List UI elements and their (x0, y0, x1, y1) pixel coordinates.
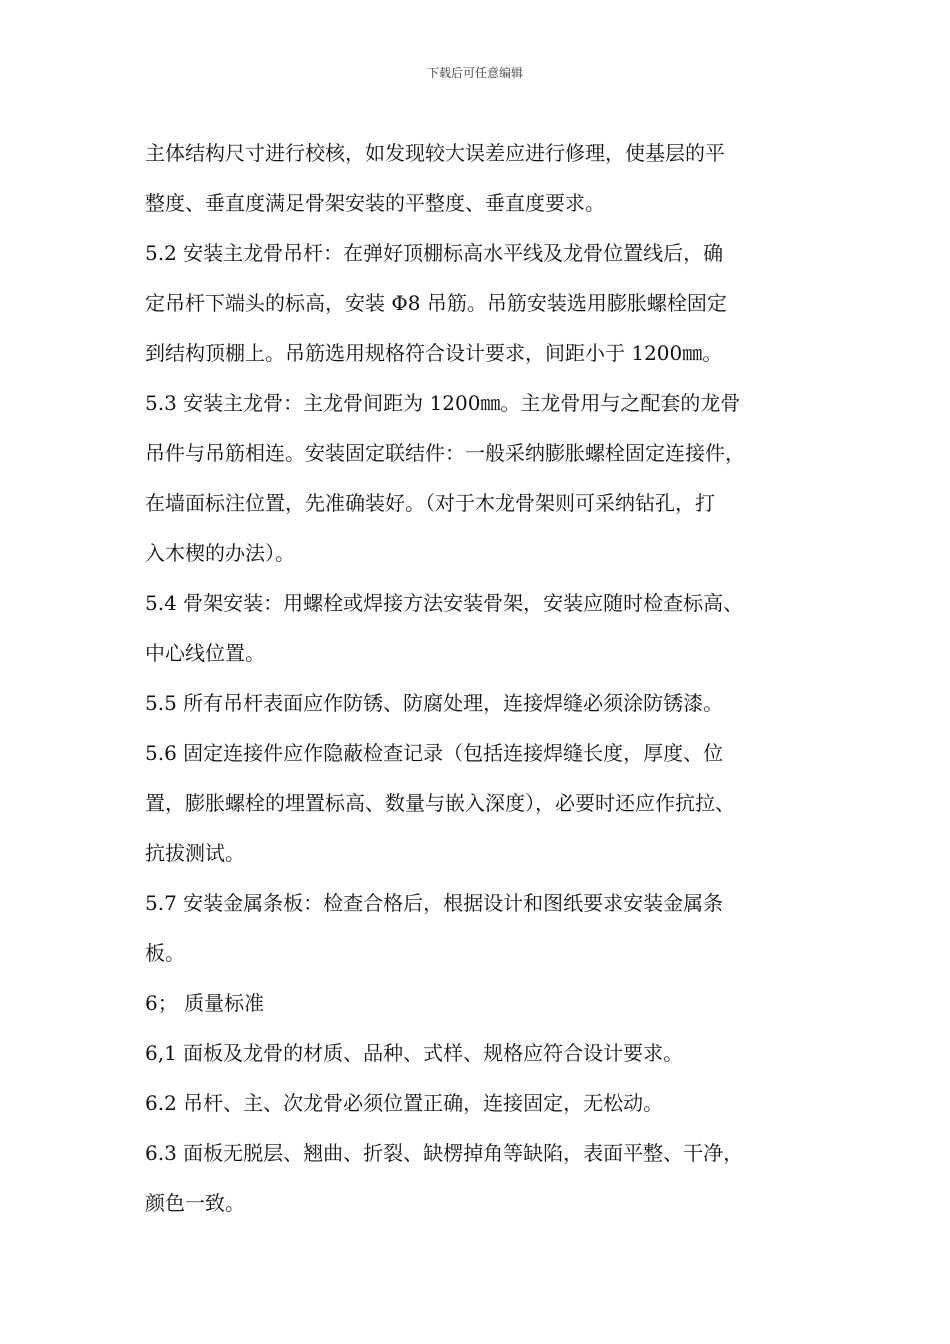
text-line: 吊件与吊筋相连。安装固定联结件：一般采纳膨胀螺栓固定连接件， (145, 441, 745, 465)
text-line: 置，膨胀螺栓的埋置标高、数量与嵌入深度），必要时还应作抗拉、 (145, 791, 735, 815)
text-line: 6,1 面板及龙骨的材质、品种、式样、规格应符合设计要求。 (145, 1041, 684, 1065)
text-line: 5.4 骨架安装：用螺栓或焊接方法安装骨架，安装应随时检查标高、 (145, 591, 744, 615)
text-line: 在墙面标注位置，先准确装好。（对于木龙骨架则可采纳钻孔，打 (145, 491, 715, 515)
section-heading: 6； 质量标准 (145, 991, 265, 1015)
text-line: 入木楔的办法）。 (145, 541, 295, 565)
text-line: 定吊杆下端头的标高，安装 Φ8 吊筋。吊筋安装选用膨胀螺栓固定 (145, 291, 727, 315)
text-line: 5.5 所有吊杆表面应作防锈、防腐处理，连接焊缝必须涂防锈漆。 (145, 691, 724, 715)
text-line: 5.7 安装金属条板：检查合格后，根据设计和图纸要求安装金属条 (145, 891, 724, 915)
text-line: 颜色一致。 (145, 1191, 245, 1215)
text-line: 到结构顶棚上。吊筋选用规格符合设计要求，间距小于 1200㎜。 (145, 341, 723, 365)
text-line: 6.2 吊杆、主、次龙骨必须位置正确，连接固定，无松动。 (145, 1091, 664, 1115)
text-line: 主体结构尺寸进行校核，如发现较大误差应进行修理，使基层的平 (145, 141, 725, 165)
text-line: 抗拔测试。 (145, 841, 245, 865)
text-line: 5.3 安装主龙骨：主龙骨间距为 1200㎜。主龙骨用与之配套的龙骨 (145, 391, 741, 415)
text-line: 6.3 面板无脱层、翘曲、折裂、缺楞掉角等缺陷，表面平整、干净， (145, 1141, 744, 1165)
text-line: 整度、垂直度满足骨架安装的平整度、垂直度要求。 (145, 191, 605, 215)
text-line: 中心线位置。 (145, 641, 265, 665)
document-body (145, 128, 810, 1228)
text-line: 板。 (145, 941, 185, 965)
text-line: 5.6 固定连接件应作隐蔽检查记录（包括连接焊缝长度，厚度、位 (145, 741, 724, 765)
text-line: 5.2 安装主龙骨吊杆：在弹好顶棚标高水平线及龙骨位置线后，确 (145, 241, 724, 265)
page-header: 下载后可任意编辑 (426, 66, 523, 80)
